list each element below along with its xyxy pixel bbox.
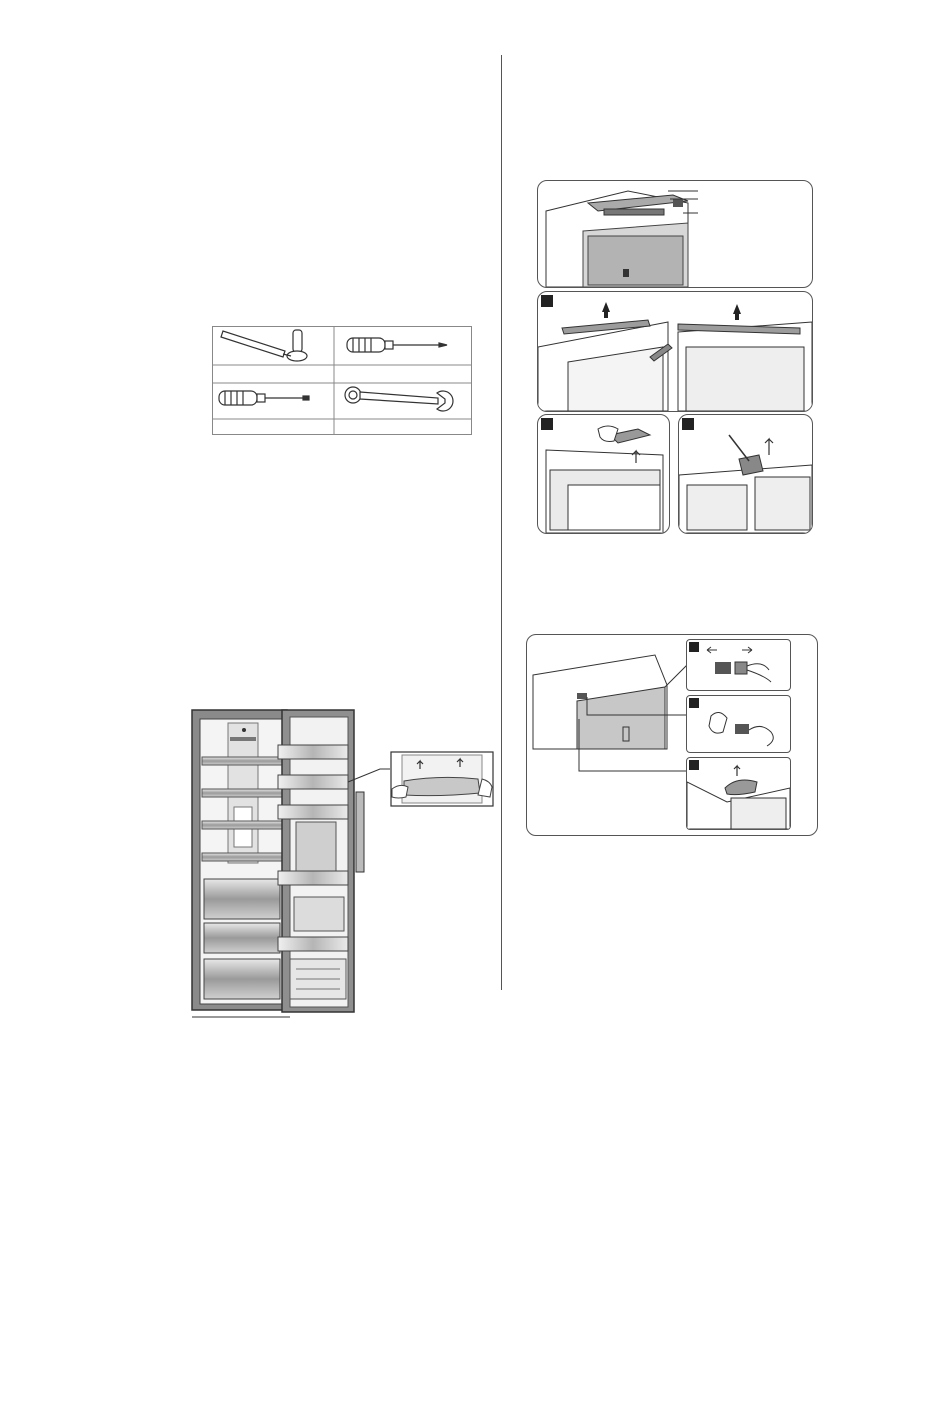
hinge-lift-panel [686, 757, 791, 830]
step-badge-3 [682, 418, 694, 430]
top-cover-panel [537, 180, 813, 288]
socket-wrench-icon [221, 330, 307, 361]
column-divider [501, 55, 502, 990]
hinge-cover-removal-panel [537, 291, 813, 412]
wire-unplug-icon [687, 696, 790, 752]
top-cover-parts-icon [538, 181, 812, 287]
hinge-pry-icon [679, 415, 812, 533]
connector-separate-panel [686, 639, 791, 691]
door-bin-inset [390, 751, 494, 807]
phillips-screwdriver-icon [347, 338, 447, 352]
tools-table [212, 326, 472, 435]
wire-unplug-panel [686, 695, 791, 753]
door-bin-lift-icon [390, 751, 494, 807]
hinge-cover-removal-icon [538, 292, 812, 411]
hinge-lift-icon [687, 758, 790, 829]
hinge-cap-lift-icon [538, 415, 669, 533]
connector-separate-icon [687, 640, 790, 690]
combination-wrench-icon [345, 387, 453, 411]
step-badge-2 [541, 418, 553, 430]
step-badge-1 [541, 295, 553, 307]
hinge-pry-panel [678, 414, 813, 534]
flat-screwdriver-icon [219, 391, 309, 405]
hinge-cap-lift-panel [537, 414, 670, 534]
tools-table-drawing [213, 327, 471, 434]
